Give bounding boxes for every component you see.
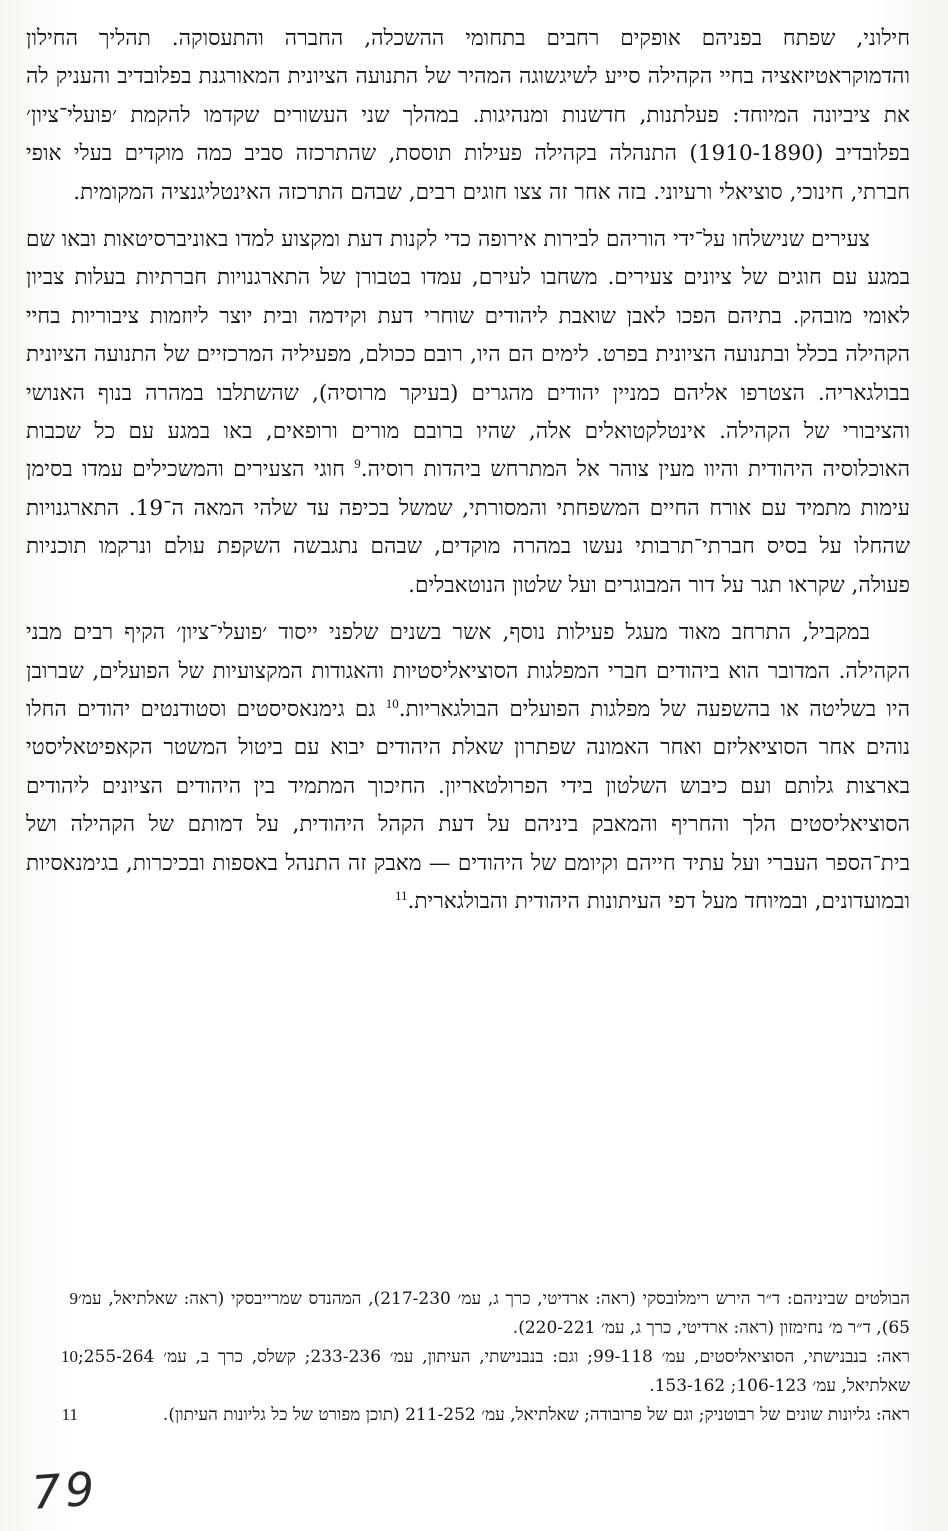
footnote-ref-10[interactable]: 10: [385, 695, 399, 711]
paragraph-3: [26, 614, 910, 921]
paragraph-1: [26, 20, 910, 212]
footnote: [26, 1343, 910, 1400]
footnote-ref-9[interactable]: 9: [354, 456, 361, 472]
paragraph-2: [26, 221, 910, 605]
footnote-number: 10: [61, 1347, 78, 1366]
footnote-text: הבולטים שביניהם: ד״ר הירש רימלובסקי (ראה: ארדיטי, כרך ג, עמ׳ 217-230), המהנדס שמרייבסקי (ראה: שאלתיאל, עמ׳ 65), ד״ר מ׳ נחימזון (ראה: ארדיטי, כרך ג, עמ׳ 220-221).: [78, 1289, 910, 1338]
paragraph-1-text: חילוני, שפתח בפניהם אופקים רחבים בתחומי ההשכלה, החברה והתעסוקה. תהליך החילון והדמוקראטיזאציה בחיי הקהילה סייע לשיגשוגה המהיר של התנועה הציונית המאורגנת בפלובדיב והעניק לה את ציביונה המיוחד: פעלתנות, חדשנות ומנהיגות. במהלך שני העשורים שקדמו להקמת ׳פועלי־ציון׳ בפלובדיב (1910-1890) התנהלה בקהילה פעילות תוססת, שהתרכזה סביב כמה מוקדים בעלי אופי חברתי, חינוכי, סוציאלי ורעיוני. בזה אחר זה צצו חוגים רבים, שבהם התרכזה האינטליגנציה המקומית.: [26, 26, 910, 205]
footnote-number: 9: [69, 1289, 78, 1308]
footnote: [26, 1285, 910, 1342]
footnote-ref-11[interactable]: 11: [394, 887, 408, 903]
paragraph-3-text-a: במקביל, התרחב מאוד מעגל פעילות נוסף, אשר בשנים שלפני ייסוד ׳פועלי־ציון׳ הקיף רבים מבני הקהילה. המדובר הוא ביהודים חברי המפלגות הסוציאליסטיות והאגודות המקצועיות של הפועלים, שברובן היו בשליטה או בהשפעה של מפלגות הפועלים הבולגאריות.: [26, 620, 910, 722]
page-number: 79: [30, 1461, 101, 1520]
footnote-text: ראה: גליונות שונים של רבוטניק; וגם של פרובודה; שאלתיאל, עמ׳ 211-252 (תוכן מפורט של כל גליונות העיתון).: [162, 1405, 910, 1425]
footnotes: [26, 1285, 910, 1431]
paragraph-3-text-b: גם גימנאסיסטים וסטודנטים יהודים החלו נוהים אחר הסוציאליזם ואחר האמונה שפתרון שאלת היהודים יבוא עם ביטול המשטר הקאפיטאליסטי בארצות גלותם ועם כיבוש השלטון בידי הפרולטאריון. החיכוך המתמיד בין היהודים הציונים ליהודים הסוציאליסטים הלך והחריף והמאבק ביניהם על דעת הקהל היהודית, על דמותם של הקהילה ושל בית־הספר העברי ועל עתיד חייהם וקיומם של היהודים — מאבק זה התנהל באספות ובכיכרות, בגימנאסיות ובמועדונים, ובמיוחד מעל דפי העיתונות היהודית והבולגארית.: [26, 696, 910, 914]
footnote-text: ראה: בנבנישתי, הסוציאליסטים, עמ׳ 99-118; וגם: בנבנישתי, העיתון, עמ׳ 233-236; קשלס, כרך ב, עמ׳ 255-264; שאלתיאל, עמ׳ 106-123; 153-162.: [78, 1347, 910, 1396]
footnote: [26, 1401, 910, 1430]
paragraph-2-text-b: חוגי הצעירים והמשכילים עמדו בסימן עימות מתמיד עם אורח החיים המשפחתי והמסורתי, שמשל בכיפה עד שלהי המאה ה־19. התארגנויות שהחלו על בסיס חברתי־תרבותי נעשו במהרה מוקדים, שבהם נתגבשה השקפת עולם ונרקמו תוכניות פעולה, שקראו תגר על דור המבוגרים ועל שלטון הנוטאבלים.: [26, 457, 910, 598]
main-text: [26, 20, 910, 921]
footnote-number: 11: [61, 1405, 78, 1424]
paragraph-2-text-a: צעירים שנישלחו על־ידי הוריהם לבירות אירופה כדי לקנות דעת ומקצוע למדו באוניברסיטאות ובאו שם במגע עם חוגים של ציונים צעירים. משחבו לעירם, עמדו בטבורן של התארגנויות חברתיות בעלות צביון לאומי מובהק. בתיהם הפכו לאבן שואבת ליהודים שוחרי דעת וקידמה ובית יוצר ליוזמות ציבוריות בחיי הקהילה בכלל ובתנועה הציונית בפרט. לימים הם היו, רובם ככולם, מפעיליה המרכזיים של התנועה הציונית בבולגאריה. הצטרפו אליהם כמניין יהודים מהגרים (בעיקר מרוסיה), שהשתלבו במהרה בנוף האנושי והציבורי של הקהילה. אינטלקטואלים אלה, שהיו ברובם מורים ורופאים, באו במגע עם כל שכבות האוכלוסיה היהודית והיוו מעין צוהר אל המתרחש ביהדות רוסיה.: [26, 227, 910, 483]
